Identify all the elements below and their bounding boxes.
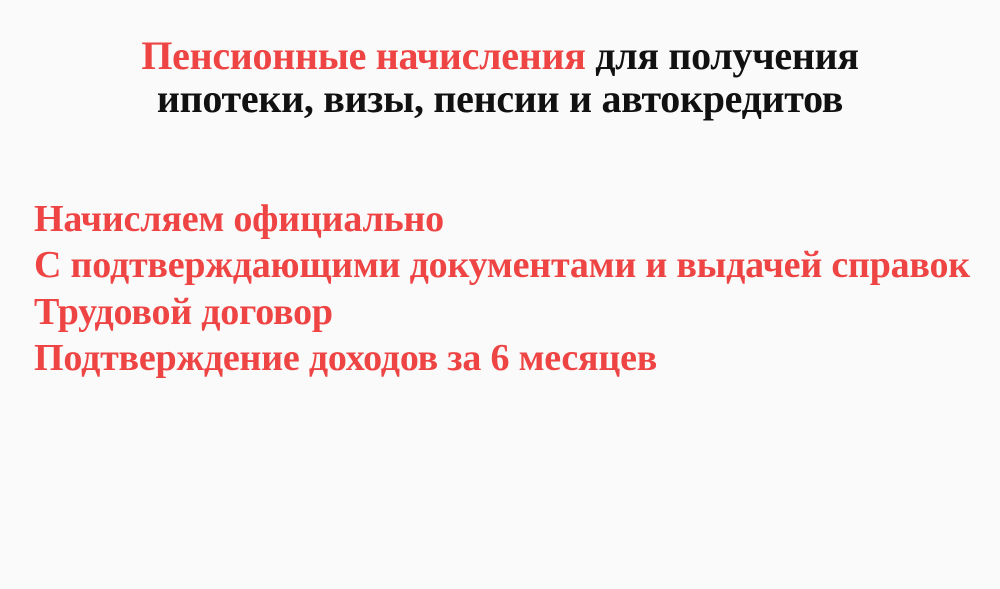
page-title-rest: для получения bbox=[585, 33, 859, 78]
list-item: Подтверждение доходов за 6 месяцев bbox=[34, 337, 658, 380]
page-title-accent: Пенсионные начисления bbox=[141, 33, 586, 78]
list-item: Трудовой договор bbox=[34, 290, 333, 333]
list-item: Начисляем официально bbox=[34, 198, 444, 240]
page-title bbox=[0, 34, 1000, 120]
list-item: С подтверждающими документами и выдачей справок bbox=[34, 244, 970, 287]
page-title-line2: ипотеки, визы, пенсии и автокредитов bbox=[156, 76, 844, 122]
benefits-list bbox=[34, 196, 984, 381]
